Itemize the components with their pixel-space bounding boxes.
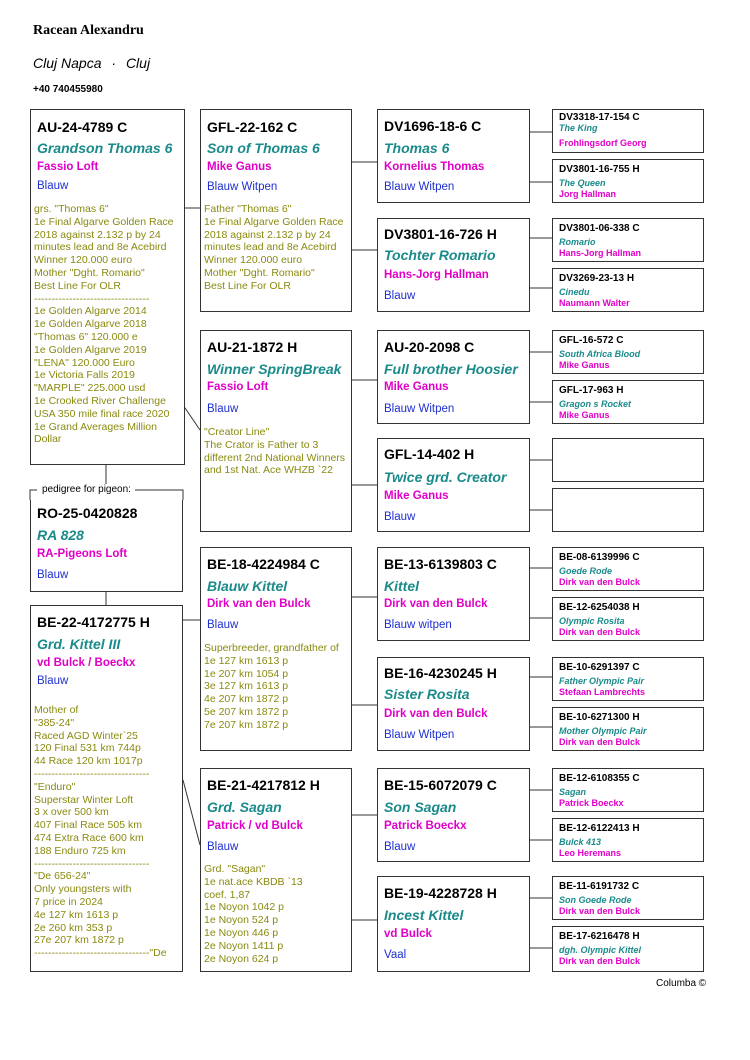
sire-owner: Fassio Loft bbox=[37, 161, 99, 173]
gen3-ring: DV3801-16-726 H bbox=[384, 226, 497, 242]
gen4-name: Bulck 413 bbox=[559, 837, 602, 847]
gen3-color: Blauw bbox=[384, 841, 416, 853]
sire-color: Blauw bbox=[37, 180, 69, 192]
gen3-name: Kittel bbox=[384, 578, 419, 594]
gen3-name: Twice grd. Creator bbox=[384, 469, 507, 485]
gen3-owner: Dirk van den Bulck bbox=[384, 708, 488, 720]
gen3-card[interactable] bbox=[377, 438, 530, 532]
gen3-ring: AU-20-2098 C bbox=[384, 339, 475, 355]
sire-card[interactable] bbox=[30, 109, 185, 465]
gen3-ring: DV1696-18-6 C bbox=[384, 118, 482, 134]
sire-notes: grs. "Thomas 6" 1e Final Algarve Golden Race 2018 against 2.132 p by 24 minutes lead and 8e Acebird Winner 120.000 euro Mother "Dght. Romario" Best Line For OLR --------------------------------- 1e Golden Algarve 2014 1e Golden Algarve 2018 "Thomas 6" 120.000 e 1e Golden Algarve 2019 "LENA" 120.000 Euro 1e Victoria Falls 2019 "MARPLE" 225.000 usd 1e Crooked River Challenge USA 350 mile final race 2020 1e Grand Averages Million Dollar bbox=[34, 203, 174, 446]
gen4-card[interactable] bbox=[552, 657, 704, 701]
gen4-owner: Dirk van den Bulck bbox=[559, 737, 641, 747]
gen4-card[interactable] bbox=[552, 926, 704, 972]
gen4-name: Goede Rode bbox=[559, 566, 613, 576]
subject-card[interactable] bbox=[30, 500, 183, 592]
gen4-card-empty[interactable] bbox=[552, 488, 704, 532]
gen4-owner: Mike Ganus bbox=[559, 360, 610, 370]
gen3-card[interactable] bbox=[377, 547, 530, 641]
location-city: Cluj Napca bbox=[33, 55, 102, 71]
gen3-owner: Patrick Boeckx bbox=[384, 820, 467, 832]
gen2-card[interactable] bbox=[200, 109, 352, 312]
gen3-name: Thomas 6 bbox=[384, 140, 450, 156]
gen4-owner: Dirk van den Bulck bbox=[559, 956, 641, 966]
gen4-ring: DV3801-06-338 C bbox=[559, 223, 640, 234]
gen4-name: South Africa Blood bbox=[559, 349, 641, 359]
gen3-color: Blauw bbox=[384, 290, 416, 302]
gen4-card[interactable] bbox=[552, 818, 704, 862]
dam-notes: Mother of "385-24" Raced AGD Winter`25 120 Final 531 km 744p 44 Race 120 km 1017p --------------------------------- "Enduro" Superstar Winter Loft 3 x over 500 km 407 Final Race 505 km 474 Extra Race 600 km 188 Enduro 725 km --------------------------------- "De 656-24" Only youngsters with 7 price in 2024 4e 127 km 1613 p 2e 260 km 353 p 27e 207 km 1872 p ---------------------------------"De bbox=[34, 704, 167, 960]
gen3-ring: BE-16-4230245 H bbox=[384, 665, 497, 681]
gen4-card[interactable] bbox=[552, 380, 704, 424]
gen4-name: Mother Olympic Pair bbox=[559, 726, 647, 736]
dam-card[interactable] bbox=[30, 605, 183, 972]
gen4-name: Father Olympic Pair bbox=[559, 676, 645, 686]
location-region: Cluj bbox=[125, 55, 151, 71]
gen4-name: Olympic Rosita bbox=[559, 616, 625, 626]
gen4-ring: BE-08-6139996 C bbox=[559, 552, 640, 563]
dam-name: Grd. Kittel III bbox=[37, 636, 121, 652]
gen3-ring: BE-15-6072079 C bbox=[384, 777, 497, 793]
gen3-owner: vd Bulck bbox=[384, 928, 432, 940]
gen3-card[interactable] bbox=[377, 876, 530, 972]
gen3-ring: BE-13-6139803 C bbox=[384, 556, 497, 572]
gen4-name: The Queen bbox=[559, 178, 606, 188]
gen4-ring: BE-17-6216478 H bbox=[559, 931, 640, 942]
gen4-name: Sagan bbox=[559, 787, 587, 797]
subject-ring: RO-25-0420828 bbox=[37, 505, 138, 521]
gen2-owner: Mike Ganus bbox=[207, 161, 272, 173]
gen4-name: dgh. Olympic Kittel bbox=[559, 945, 642, 955]
gen4-card[interactable] bbox=[552, 597, 704, 641]
gen3-name: Incest Kittel bbox=[384, 907, 464, 923]
dam-ring: BE-22-4172775 H bbox=[37, 614, 150, 630]
gen4-ring: BE-10-6271300 H bbox=[559, 712, 640, 723]
gen3-color: Blauw Witpen bbox=[384, 729, 455, 741]
gen4-card[interactable] bbox=[552, 876, 704, 920]
subject-name: RA 828 bbox=[37, 527, 84, 543]
gen4-ring: DV3318-17-154 C bbox=[559, 112, 640, 123]
gen2-ring: GFL-22-162 C bbox=[207, 119, 298, 135]
gen3-name: Full brother Hoosier bbox=[384, 361, 518, 377]
sire-ring: AU-24-4789 C bbox=[37, 119, 128, 135]
gen4-card[interactable] bbox=[552, 330, 704, 374]
gen2-card[interactable] bbox=[200, 547, 352, 751]
gen2-name: Blauw Kittel bbox=[207, 578, 288, 594]
gen3-owner: Dirk van den Bulck bbox=[384, 598, 488, 610]
gen2-ring: BE-18-4224984 C bbox=[207, 556, 320, 572]
gen3-card[interactable] bbox=[377, 109, 530, 203]
gen4-card[interactable] bbox=[552, 768, 704, 812]
gen2-name: Winner SpringBreak bbox=[207, 361, 342, 377]
gen3-color: Blauw bbox=[384, 511, 416, 523]
gen2-name: Son of Thomas 6 bbox=[207, 140, 320, 156]
gen4-card[interactable] bbox=[552, 159, 704, 203]
gen2-owner: Dirk van den Bulck bbox=[207, 598, 311, 610]
subject-owner: RA-Pigeons Loft bbox=[37, 548, 128, 560]
gen3-owner: Kornelius Thomas bbox=[384, 161, 485, 173]
gen4-owner: Dirk van den Bulck bbox=[559, 906, 641, 916]
gen4-card[interactable] bbox=[552, 218, 704, 262]
gen4-card-empty[interactable] bbox=[552, 438, 704, 482]
gen3-owner: Mike Ganus bbox=[384, 490, 449, 502]
gen3-ring: BE-19-4228728 H bbox=[384, 885, 497, 901]
gen3-card[interactable] bbox=[377, 768, 530, 862]
gen4-owner: Leo Heremans bbox=[559, 848, 622, 858]
subject-color: Blauw bbox=[37, 569, 69, 581]
gen4-owner: Frohlingsdorf Georg bbox=[559, 138, 647, 148]
gen3-card[interactable] bbox=[377, 330, 530, 424]
gen4-card[interactable] bbox=[552, 268, 704, 312]
gen4-ring: DV3801-16-755 H bbox=[559, 164, 640, 175]
pedigree-label: pedigree for pigeon: bbox=[42, 484, 131, 495]
gen3-name: Tochter Romario bbox=[384, 247, 496, 263]
gen3-color: Blauw Witpen bbox=[384, 403, 455, 415]
gen4-ring: DV3269-23-13 H bbox=[559, 273, 635, 284]
gen4-card[interactable] bbox=[552, 109, 704, 153]
gen4-name: Gragon s Rocket bbox=[559, 399, 632, 409]
location-separator: · bbox=[111, 55, 117, 71]
gen3-name: Son Sagan bbox=[384, 799, 457, 815]
gen3-color: Blauw Witpen bbox=[384, 181, 455, 193]
gen4-ring: GFL-16-572 C bbox=[559, 335, 624, 346]
gen2-color: Blauw bbox=[207, 403, 239, 415]
gen4-card[interactable] bbox=[552, 547, 704, 591]
gen4-ring: BE-11-6191732 C bbox=[559, 881, 640, 892]
gen4-owner: Jorg Hallman bbox=[559, 189, 617, 199]
gen3-ring: GFL-14-402 H bbox=[384, 446, 475, 462]
gen4-ring: GFL-17-963 H bbox=[559, 385, 624, 396]
gen4-ring: BE-12-6108355 C bbox=[559, 773, 640, 784]
gen3-card[interactable] bbox=[377, 218, 530, 312]
gen2-color: Blauw bbox=[207, 841, 239, 853]
gen4-ring: BE-12-6122413 H bbox=[559, 823, 640, 834]
gen3-color: Blauw witpen bbox=[384, 619, 452, 631]
gen4-card[interactable] bbox=[552, 707, 704, 751]
gen2-card[interactable] bbox=[200, 768, 352, 972]
gen4-name: The King bbox=[559, 123, 598, 133]
gen4-name: Son Goede Rode bbox=[559, 895, 632, 905]
gen2-notes: Superbreeder, grandfather of 1e 127 km 1613 p 1e 207 km 1054 p 3e 127 km 1613 p 4e 207 km 1872 p 5e 207 km 1872 p 7e 207 km 1872 p bbox=[204, 642, 339, 731]
footer-credit: Columba © bbox=[656, 978, 707, 989]
gen2-owner: Fassio Loft bbox=[207, 381, 269, 393]
gen4-owner: Stefaan Lambrechts bbox=[559, 687, 646, 697]
gen4-ring: BE-12-6254038 H bbox=[559, 602, 640, 613]
gen2-notes: "Creator Line" The Crator is Father to 3 different 2nd National Winners and 1st Nat. Ace WHZB `22 bbox=[204, 426, 346, 477]
gen4-owner: Patrick Boeckx bbox=[559, 798, 624, 808]
gen3-color: Vaal bbox=[384, 949, 407, 961]
gen2-ring: BE-21-4217812 H bbox=[207, 777, 320, 793]
gen3-owner: Hans-Jorg Hallman bbox=[384, 269, 489, 281]
gen2-color: Blauw bbox=[207, 619, 239, 631]
gen4-ring: BE-10-6291397 C bbox=[559, 662, 640, 673]
gen4-name: Romario bbox=[559, 237, 596, 247]
gen2-ring: AU-21-1872 H bbox=[207, 339, 298, 355]
gen3-card[interactable] bbox=[377, 657, 530, 751]
gen2-notes: Grd. "Sagan" 1e nat.ace KBDB `13 coef. 1,87 1e Noyon 1042 p 1e Noyon 524 p 1e Noyon 446 p 2e Noyon 1411 p 2e Noyon 624 p bbox=[204, 863, 303, 965]
gen2-color: Blauw Witpen bbox=[207, 181, 278, 193]
dam-color: Blauw bbox=[37, 675, 69, 687]
gen4-owner: Mike Ganus bbox=[559, 410, 610, 420]
gen4-owner: Hans-Jorg Hallman bbox=[559, 248, 642, 258]
owner-phone: +40 740455980 bbox=[33, 84, 103, 95]
gen4-owner: Dirk van den Bulck bbox=[559, 577, 641, 587]
gen4-owner: Naumann Walter bbox=[559, 298, 630, 308]
gen2-notes: Father "Thomas 6" 1e Final Algarve Golden Race 2018 against 2.132 p by 24 minutes lead and 8e Acebird Winner 120.000 euro Mother "Dght. Romario" Best Line For OLR bbox=[204, 203, 344, 292]
dam-owner: vd Bulck / Boeckx bbox=[37, 657, 136, 669]
gen2-name: Grd. Sagan bbox=[207, 799, 282, 815]
owner-name: Racean Alexandru bbox=[33, 23, 144, 38]
gen4-name: Cinedu bbox=[559, 287, 590, 297]
gen3-name: Sister Rosita bbox=[384, 686, 470, 702]
sire-name: Grandson Thomas 6 bbox=[37, 140, 173, 156]
gen4-owner: Dirk van den Bulck bbox=[559, 627, 641, 637]
gen2-card[interactable] bbox=[200, 330, 352, 532]
gen3-owner: Mike Ganus bbox=[384, 381, 449, 393]
gen2-owner: Patrick / vd Bulck bbox=[207, 820, 303, 832]
